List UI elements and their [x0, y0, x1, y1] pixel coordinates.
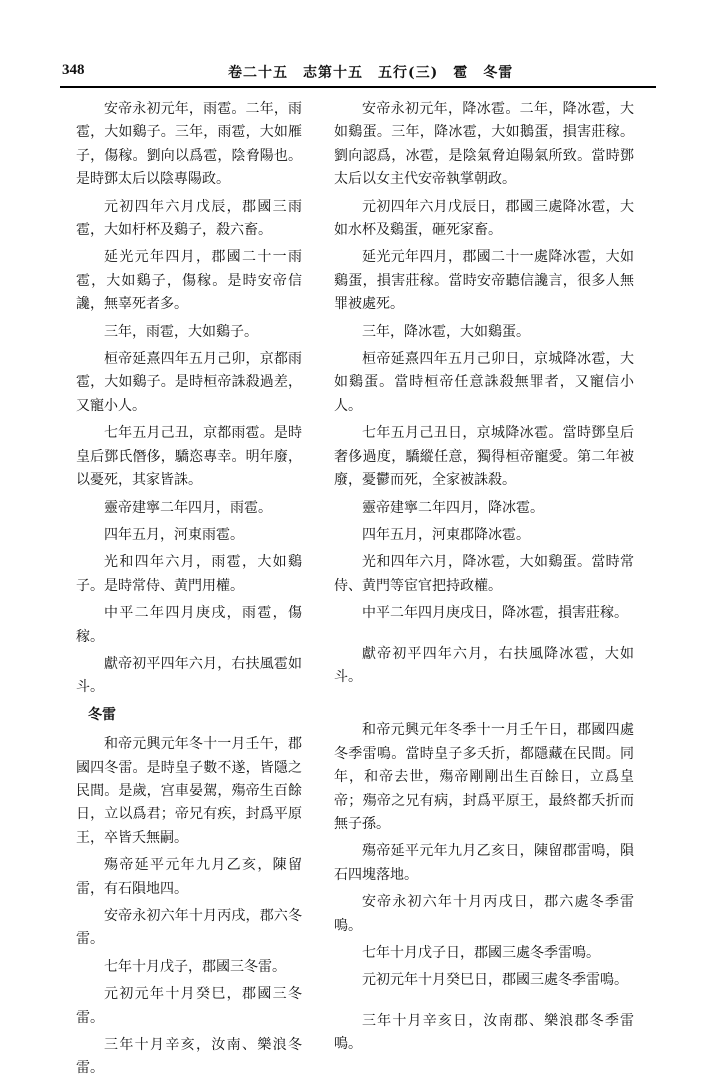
left-paragraph: 七年五月己丑，京都雨雹。是時皇后鄧氏僭侈，驕恣專幸。明年廢，以憂死，其家皆誅。: [76, 425, 302, 489]
left-paragraph: 延光元年四月，郡國二十一雨雹，大如鷄子，傷稼。是時安帝信讒，無辜死者多。: [76, 249, 302, 313]
right-paragraph: 元初元年十月癸巳日，郡國三處冬季雷鳴。: [362, 972, 628, 989]
spacer: [334, 997, 634, 1010]
right-paragraph: 七年五月己丑日，京城降冰雹。當時鄧皇后奢侈過度，驕縱任意，獨得桓帝寵愛。第二年被廢，憂鬱而死，全家被誅殺。: [334, 425, 634, 489]
right-paragraph: 三年十月辛亥日，汝南郡、樂浪郡冬季雷鳴。: [334, 1012, 634, 1053]
left-paragraph: 光和四年六月，雨雹，大如鷄子。是時常侍、黄門用權。: [76, 554, 302, 594]
right-paragraph: 安帝永初六年十月丙戌日，郡六處冬季雷鳴。: [334, 894, 634, 934]
header-rule: [60, 86, 656, 88]
spacer: [334, 630, 634, 643]
right-paragraph: 延光元年四月，郡國二十一處降冰雹，大如鷄蛋，損害莊稼。當時安帝聽信讒言，很多人無罪被處死。: [334, 249, 634, 313]
right-paragraph: 殤帝延平元年九月乙亥日，陳留郡雷鳴，隕石四塊落地。: [334, 843, 634, 883]
right-paragraph: 靈帝建寧二年四月，降冰雹。: [362, 499, 544, 516]
spacer: [334, 706, 634, 719]
right-paragraph: 桓帝延熹四年五月己卯日，京城降冰雹，大如鷄蛋。當時桓帝任意誅殺無罪者，又寵信小人。: [334, 351, 634, 414]
left-paragraph: 和帝元興元年冬十一月壬午，郡國四冬雷。是時皇子數不遂，皆隱之民間。是歲，宫車晏駕，殤帝生百餘日，立以爲君；帝兄有疾，封爲平原王，卒皆夭無嗣。: [76, 736, 302, 846]
left-paragraph: 獻帝初平四年六月，右扶風雹如斗。: [76, 655, 302, 696]
left-paragraph: 安帝永初六年十月丙戌，郡六冬雷。: [76, 908, 302, 948]
right-paragraph: 和帝元興元年冬季十一月壬午日，郡國四處冬季雷鳴。當時皇子多夭折，都隱藏在民間。同年，和帝去世，殤帝剛剛出生百餘日，立爲皇帝；殤帝之兄有病，封爲平原王，最終都夭折而無子孫。: [334, 722, 634, 832]
right-paragraph: 光和四年六月，降冰雹，大如鷄蛋。當時常侍、黄門等宦官把持政權。: [334, 554, 634, 594]
running-head: 卷二十五 志第十五 五行(三) 雹 冬雷: [228, 65, 514, 81]
left-paragraph: 七年十月戊子，郡國三冬雷。: [104, 958, 286, 975]
page-number: 348: [62, 62, 85, 78]
spacer: [334, 693, 634, 706]
section-title-winter-thunder: 冬雷: [88, 706, 116, 723]
left-paragraph: 元初四年六月戊辰，郡國三雨雹，大如杅杯及鷄子，殺六畜。: [76, 198, 302, 239]
left-paragraph: 四年五月，河東雨雹。: [104, 526, 244, 543]
left-paragraph: 桓帝延熹四年五月己卯，京都雨雹，大如鷄子。是時桓帝誅殺過差，又寵小人。: [76, 351, 302, 414]
right-paragraph: 元初四年六月戊辰日，郡國三處降冰雹，大如水杯及鷄蛋，砸死家畜。: [334, 198, 634, 239]
left-paragraph: 三年十月辛亥，汝南、樂浪冬雷。: [76, 1037, 302, 1077]
page-header: [0, 0, 716, 90]
left-paragraph: 安帝永初元年，雨雹。二年，雨雹，大如鷄子。三年，雨雹，大如雁子，傷稼。劉向以爲雹，陰脅陽也。是時鄧太后以陰專陽政。: [76, 101, 302, 188]
right-paragraph: 安帝永初元年，降冰雹。二年，降冰雹，大如鷄蛋。三年，降冰雹，大如鵝蛋，損害莊稼。劉向認爲，冰雹，是陰氣脅迫陽氣所致。當時鄧太后以女主代安帝執掌朝政。: [334, 101, 634, 188]
right-paragraph: 四年五月，河東郡降冰雹。: [362, 526, 530, 543]
left-paragraph: 靈帝建寧二年四月，雨雹。: [104, 499, 272, 516]
right-paragraph: 三年，降冰雹，大如鷄蛋。: [362, 323, 530, 340]
left-paragraph: 三年，雨雹，大如鷄子。: [104, 323, 258, 340]
left-column-classical-text: [76, 98, 302, 1085]
right-paragraph: 獻帝初平四年六月，右扶風降冰雹，大如斗。: [334, 645, 634, 685]
right-column-translation: [334, 98, 634, 1061]
left-paragraph: 元初元年十月癸巳，郡國三冬雷。: [76, 986, 302, 1026]
right-paragraph: 中平二年四月庚戌日，降冰雹，損害莊稼。: [362, 605, 628, 622]
left-paragraph: 中平二年四月庚戌，雨雹，傷稼。: [76, 605, 302, 645]
left-paragraph: 殤帝延平元年九月乙亥，陳留雷，有石隕地四。: [76, 857, 302, 897]
right-paragraph: 七年十月戊子日，郡國三處冬季雷鳴。: [362, 945, 600, 961]
